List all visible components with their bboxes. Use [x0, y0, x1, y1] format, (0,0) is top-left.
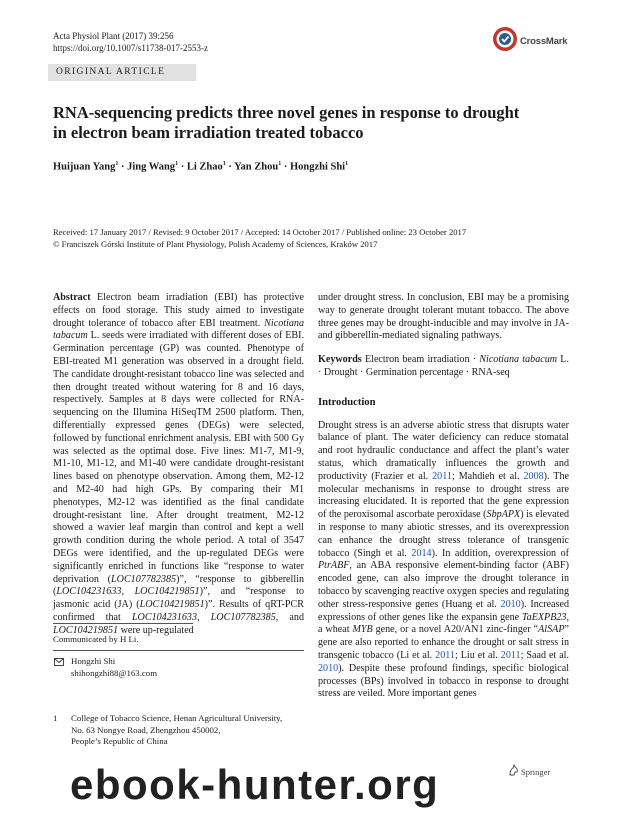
communicated-by: Communicated by H Li. [53, 634, 139, 644]
species-name: Nicotiana tabacum [53, 317, 304, 342]
intro-text: ) is elevated in response to many abiotic stresses, and its overexpression can enhance the drought stress tolerance of transgenic tobacco (Singh et al. [318, 509, 569, 559]
author-name[interactable]: Yan Zhou [234, 161, 279, 173]
keyword-text: L. · Drought · Germination percentage · RNA-seq [318, 354, 569, 378]
author-affiliation: 1 [175, 161, 179, 167]
abstract-text: , [121, 586, 135, 598]
keywords [318, 354, 569, 380]
abstract-text: )”, and “response to jasmonic acid (JA) ( [53, 586, 304, 611]
author-name[interactable]: Jing Wang [127, 161, 176, 173]
intro-text: ; Mahdieh et al. [451, 470, 524, 482]
gene-name: MYB [352, 624, 373, 636]
dates: Received: 17 January 2017 / Revised: 9 October 2017 / Accepted: 14 October 2017 / Published online: 23 October 2017 [53, 227, 467, 237]
title-line-1: RNA-sequencing predicts three novel genes in response to drought [53, 103, 520, 122]
gene-name: PtrABF [318, 560, 350, 572]
journal-header [53, 31, 208, 54]
intro-text: ” gene are also reported to enhance the drought or salt stress in transgenic tobacco (Li et al. [318, 624, 569, 661]
citation-link[interactable]: 2011 [435, 649, 455, 661]
keyword-species: Nicotiana tabacum [479, 354, 558, 366]
author-list [53, 161, 348, 173]
section-heading: Introduction [318, 396, 376, 408]
affiliation-text [71, 713, 311, 748]
introduction-text [318, 420, 569, 702]
author-affiliation: 1 [222, 161, 226, 167]
gene-id: LOC104231633 [131, 611, 197, 623]
publication-history [53, 227, 466, 250]
intro-text: , a wheat [318, 611, 569, 636]
watermark: ebook-hunter.org [70, 761, 440, 808]
intro-text: ). Increased expressions of other genes like the expansin gene [318, 598, 569, 623]
left-column [53, 292, 304, 638]
gene-name: SbpAPX [486, 509, 521, 521]
affiliation-line: College of Tobacco Science, Henan Agricultural University, [71, 713, 283, 723]
springer-horse-icon [508, 764, 519, 776]
article-title [53, 103, 573, 143]
affiliation-line: No. 63 Nongye Road, Zhengzhou 450002, [71, 724, 221, 735]
affiliation-line: People’s Republic of China [71, 736, 168, 746]
citation-link[interactable]: 2011 [432, 470, 452, 482]
author-separator: · [283, 161, 288, 173]
keyword-text: Electron beam irradiation · [364, 354, 480, 366]
doi-link[interactable]: https://doi.org/10.1007/s11738-017-2553-z [53, 42, 208, 53]
abstract-text: were up-regulated [118, 624, 194, 636]
intro-text: ; Liu et al. [454, 649, 501, 661]
crossmark-label[interactable]: CrossMark [520, 36, 568, 47]
affiliation-number: 1 [53, 713, 58, 723]
citation-link[interactable]: 2008 [523, 470, 544, 482]
author-affiliation: 1 [278, 161, 282, 167]
author-affiliation: 1 [345, 161, 349, 167]
gene-name: TaEXPB23 [521, 611, 567, 623]
abstract-text: L. seeds were irradiated with different doses of EBI. Germination percentage (GP) was counted. Phenotype of EBI-treated M1 generation was observed in a drought field. The candidate drought-resistant tobacco line was selected and then drought treated without watering for 8 and 16 days, respectively. Samples at 8 days were collected for RNA-sequencing on the Illumina HiSeqTM 2500 platform. Then, differentially expressed genes (DEGs) were selected, followed by functional enrichment analysis. EBI with 500 Gy was selected as the optimal dose. Five lines: M1-7, M1-9, M1-10, M1-12, and M1-40 were candidate drought-resistant lines based on phenotype observation. Among them, M2-12 and M2-40 had high GPs. By comparing their M1 phenotypes, M2-12 was identified as the final candidate drought-resistant line. After drought treatment, M2-12 showed a wavier leaf margin than control and kept a well growth condition during the whole period. A total of 3547 DEGs were identified, and the up-regulated DEGs were significantly enriched in functions like “response to water deprivation ( [53, 330, 304, 585]
envelope-icon [54, 658, 64, 666]
citation-link[interactable]: 2010 [500, 598, 521, 610]
gene-id: LOC107782385 [210, 611, 276, 623]
abstract-text: )”, “response to gibberellin ( [53, 573, 304, 598]
gene-id: LOC104219851 [53, 624, 119, 636]
citation-link[interactable]: 2014 [411, 547, 432, 559]
copyright: © Franciszek Górski Institute of Plant Physiology, Polish Academy of Sciences, Kraków 2017 [53, 238, 378, 249]
intro-text: ). In addition, overexpression of [431, 547, 569, 559]
right-column [318, 292, 569, 701]
author-name[interactable]: Huijuan Yang [53, 161, 116, 173]
gene-id: LOC104219851 [139, 599, 205, 611]
gene-id: LOC104219851 [134, 586, 200, 598]
intro-text: Drought stress is an adverse abiotic stress that disrupts water balance of plant. The water deficiency can reduce stomatal and root hydraulic conductance and affect the plant’s water status, which dramatically influences the growth and productivity (Frazier et al. [318, 419, 569, 482]
intro-text: ). Despite these profound findings, specific biological processes (BPs) involved in tobacco in response to drought stress are veiled. More important genes [318, 662, 569, 700]
author-name[interactable]: Hongzhi Shi [289, 161, 346, 173]
author-name[interactable]: Li Zhao [186, 161, 223, 173]
gene-name: AlSAP [538, 624, 565, 636]
abstract-text: , and [275, 611, 305, 623]
author-separator: · [180, 161, 185, 173]
author-separator: · [228, 161, 232, 173]
intro-text: ). The molecular mechanisms in response to drought stress are increasing elucidated. It is reported that the gene expression of the peroxisomal ascorbate peroxidase ( [318, 470, 570, 521]
gene-id: LOC104231633 [56, 586, 122, 598]
abstract-text: )”. Results of qRT-PCR confirmed that [53, 599, 304, 623]
author-separator: · [120, 161, 125, 173]
keywords-label: Keywords [318, 354, 362, 366]
correspondence [71, 656, 157, 679]
email-link[interactable]: shihongzhi88@163.com [71, 667, 158, 678]
abstract-label: Abstract [53, 292, 91, 303]
intro-text: gene, or a novel A20/AN1 zinc-finger “ [372, 624, 539, 636]
abstract-text: Electron beam irradiation (EBI) has protective effects on food storage. This study aimed to investigate drought tolerance of tobacco after EBI treatment. [53, 292, 305, 329]
gene-id: LOC107782385 [111, 573, 177, 585]
crossmark-icon[interactable] [492, 26, 518, 52]
footnote-rule [53, 623, 193, 624]
footnote-rule [53, 650, 304, 651]
author-affiliation: 1 [115, 161, 119, 167]
abstract [53, 292, 304, 638]
citation-link[interactable]: 2011 [500, 649, 521, 661]
intro-text: ; Saad et al. [520, 649, 570, 661]
corresponding-author: Hongzhi Shi [71, 656, 116, 666]
abstract-text: , [197, 611, 211, 623]
title-line-2: in electron beam irradiation treated tobacco [53, 123, 364, 142]
publisher-label: Springer [521, 767, 551, 777]
journal-citation: Acta Physiol Plant (2017) 39:256 [53, 31, 174, 41]
abstract-continuation: under drought stress. In conclusion, EBI may be a promising way to generate drought tolerant mutant tobacco. The above three genes may be drought-inducible and may involve in JA- and gibberellin-mediated signaling pathways. [318, 292, 569, 342]
article-type-banner: ORIGINAL ARTICLE [48, 64, 196, 81]
intro-text: , an ABA responsive element-binding factor (ABF) encoded gene, can also improve the drought tolerance in tobacco by scavenging reactive oxygen species and regulating other stress-responsive genes (Huang et al. [318, 560, 569, 610]
citation-link[interactable]: 2010 [318, 662, 339, 674]
